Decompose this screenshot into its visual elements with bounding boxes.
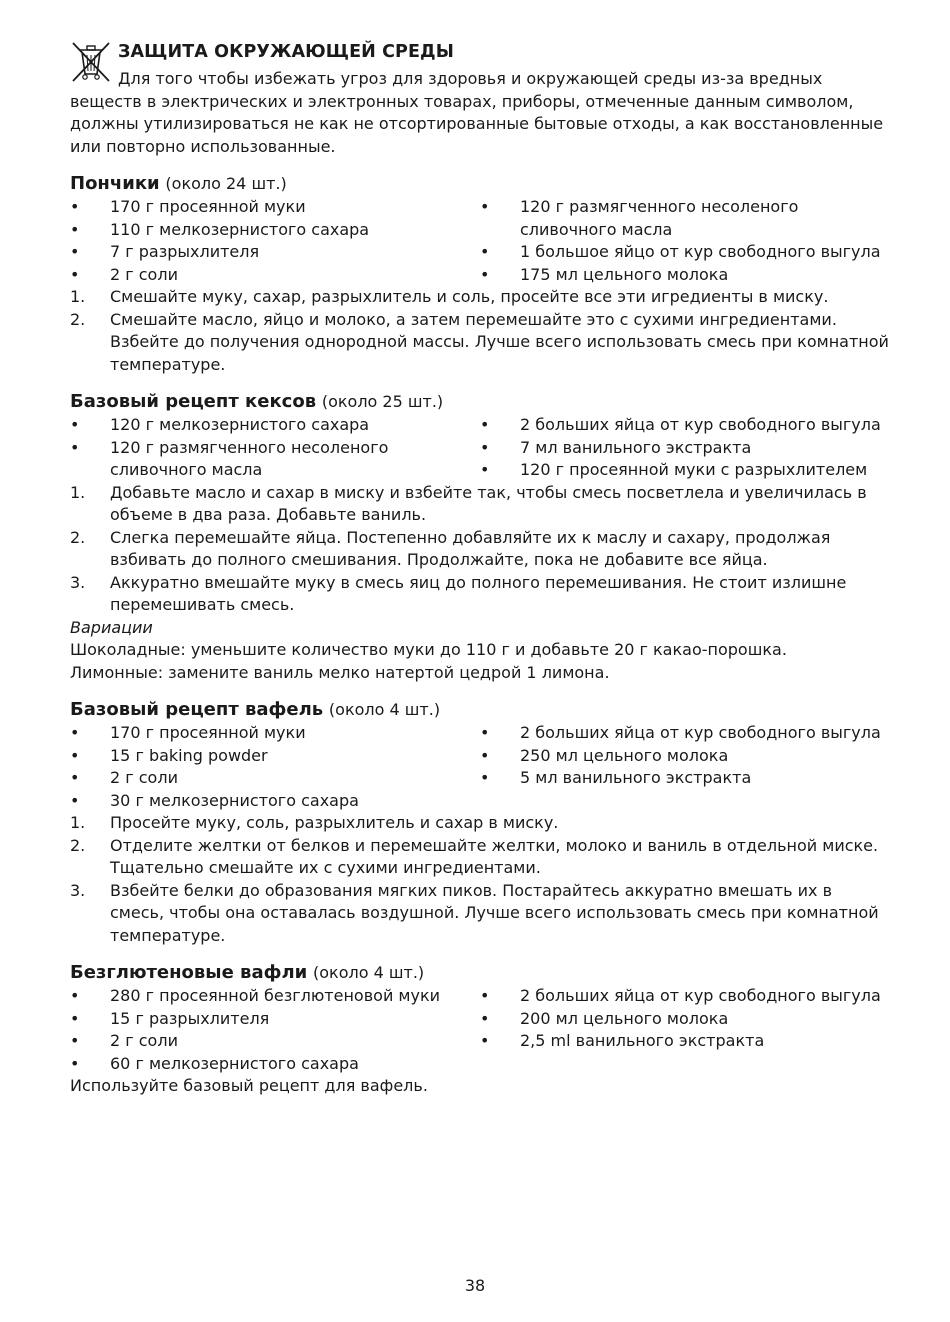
ingredient-item: • 2 больших яйца от кур свободного выгула	[480, 723, 881, 742]
page-number: 38	[464, 1276, 486, 1295]
ingredient-item: • 2 г соли	[70, 1031, 178, 1050]
ingredient-item: • 2,5 ml ванильного экстракта	[480, 1031, 765, 1050]
gf-waffles-yield: (около 4 шт.)	[313, 963, 425, 982]
donuts-step: 2. Смешайте масло, яйцо и молоко, а затем перемешайте это с сухими ингредиентами. Взбейте до получения однородной массы. Лучше всего использовать смесь при комнатной температуре.	[70, 309, 889, 374]
environment-title: ЗАЩИТА ОКРУЖАЮЩЕЙ СРЕДЫ	[118, 42, 454, 62]
ingredient-item: • 15 г разрыхлителя	[70, 1008, 270, 1028]
ingredient-item: • 250 мл цельного молока	[480, 745, 729, 765]
cupcakes-step: 3. Аккуратно вмешайте муку в смесь яиц до полного перемешивания. Не стоит излишне перемешивать смесь.	[70, 572, 847, 614]
ingredient-item: • 200 мл цельного молока	[480, 1008, 729, 1028]
variations-label: Вариации	[70, 617, 153, 637]
ingredient-item: • 170 г просеянной муки	[70, 197, 306, 216]
gf-waffles-heading	[70, 961, 890, 985]
waffles-step: 3. Взбейте белки до образования мягких пиков. Постарайтесь аккуратно вмешать их в смесь, чтобы она оставалась воздушной. Лучше всего использовать смесь при комнатной температуре.	[70, 880, 879, 945]
cupcakes-yield: (около 25 шт.)	[321, 392, 444, 411]
donuts-heading	[70, 172, 890, 196]
ingredient-item: • 2 больших яйца от кур свободного выгула	[480, 415, 881, 434]
ingredient-item: • 175 мл цельного молока	[480, 264, 729, 284]
environment-text: Для того чтобы избежать угроз для здоровья и окружающей среды из-за вредных веществ в электрических и электронных товарах, приборы, отмеченные данным символом, должны утилизироваться не как не отсортированные бытовые отходы, а как восстановленные или повторно использованные.	[70, 69, 884, 156]
donuts-ingredients-right	[480, 196, 890, 286]
waffles-step: 1. Просейте муку, соль, разрыхлитель и сахар в миску.	[70, 813, 559, 832]
ingredient-item: • 15 г baking powder	[70, 745, 268, 765]
ingredient-item: • 110 г мелкозернистого сахара	[70, 219, 370, 239]
cupcakes-step: 1. Добавьте масло и сахар в миску и взбейте так, чтобы смесь посветлела и увеличилась в объеме в два раза. Добавьте ваниль.	[70, 482, 867, 524]
ingredient-item: • 170 г просеянной муки	[70, 723, 306, 742]
waffles-ingredients-left	[70, 722, 480, 812]
ingredient-item: • 120 г размягченного несоленого сливочного масла	[480, 197, 799, 239]
page-content	[70, 40, 890, 1098]
ingredient-item: • 30 г мелкозернистого сахара	[70, 790, 359, 810]
ingredient-item: • 120 г просеянной муки с разрыхлителем	[480, 460, 868, 479]
waffles-step: 2. Отделите желтки от белков и перемешайте желтки, молоко и ваниль в отдельной миске. Тщательно смешайте их с сухими ингредиентами.	[70, 835, 879, 877]
ingredient-item: • 2 г соли	[70, 768, 178, 787]
cupcakes-ingredients-right	[480, 414, 890, 482]
donuts-step: 1. Смешайте муку, сахар, разрыхлитель и соль, просейте все эти игредиенты в миску.	[70, 287, 829, 306]
ingredient-item: • 7 мл ванильного экстракта	[480, 437, 752, 457]
waffles-heading	[70, 698, 890, 722]
ingredient-item: • 280 г просеянной безглютеновой муки	[70, 986, 441, 1005]
ingredient-item: • 2 г соли	[70, 264, 178, 284]
crossed-bin-icon	[70, 40, 112, 84]
ingredient-item: • 7 г разрыхлителя	[70, 242, 260, 261]
donuts-yield: (около 24 шт.)	[165, 174, 287, 193]
donuts-ingredients-left	[70, 196, 480, 286]
ingredient-item: • 2 больших яйца от кур свободного выгула	[480, 986, 881, 1005]
cupcakes-ingredients	[70, 414, 890, 482]
cupcakes-heading	[70, 390, 890, 414]
donuts-title: Пончики	[70, 173, 160, 194]
donuts-ingredients	[70, 196, 890, 286]
cupcakes-title: Базовый рецепт кексов	[70, 391, 317, 412]
gf-waffles-ingredients-right	[480, 985, 890, 1075]
gf-waffles-ingredients-left	[70, 985, 480, 1075]
environment-header	[70, 40, 890, 100]
ingredient-item: • 60 г мелкозернистого сахара	[70, 1053, 359, 1073]
ingredient-item: • 120 г мелкозернистого сахара	[70, 415, 370, 434]
ingredient-item: • 5 мл ванильного экстракта	[480, 768, 752, 787]
cupcakes-ingredients-left	[70, 414, 480, 482]
gf-waffles-ingredients	[70, 985, 890, 1075]
cupcakes-step: 2. Слегка перемешайте яйца. Постепенно добавляйте их к маслу и сахару, продолжая взбивать до полного смешивания. Продолжайте, пока не добавите все яйца.	[70, 527, 831, 569]
ingredient-item: • 120 г размягченного несоленого сливочного масла	[70, 437, 389, 479]
waffles-ingredients	[70, 722, 890, 812]
variation-chocolate: Шоколадные: уменьшите количество муки до 110 г и добавьте 20 г какао-порошка.	[70, 640, 787, 659]
ingredient-item: • 1 большое яйцо от кур свободного выгула	[480, 242, 881, 261]
waffles-title: Базовый рецепт вафель	[70, 699, 324, 720]
gf-waffles-footer: Используйте базовый рецепт для вафель.	[70, 1076, 428, 1095]
waffles-yield: (около 4 шт.)	[328, 700, 441, 719]
variation-lemon: Лимонные: замените ваниль мелко натертой цедрой 1 лимона.	[70, 662, 610, 682]
gf-waffles-title: Безглютеновые вафли	[70, 962, 308, 983]
waffles-ingredients-right	[480, 722, 890, 812]
